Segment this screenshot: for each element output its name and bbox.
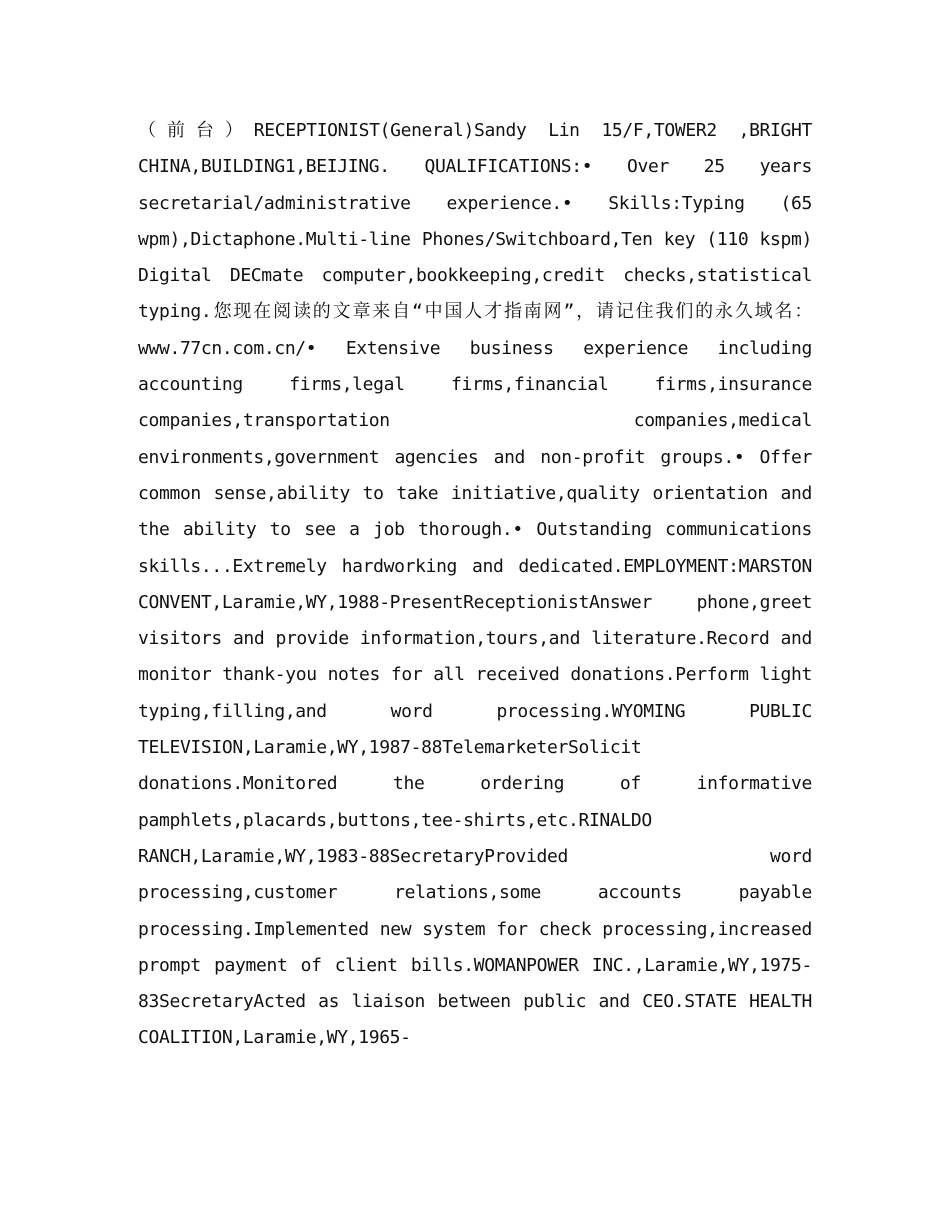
resume-body-text: （前台）RECEPTIONIST(General)Sandy Lin 15/F,TOWER2 ,BRIGHT CHINA,BUILDING1,BEIJING. QUALIFICATIONS:• Over 25 years secretarial/administrative experience.• Skills:Typing (65 wpm),Dictaphone.Multi-line Phones/Switchboard,Ten key (110 kspm) Digital DECmate computer,bookkeeping,credit checks,statistical typing.您现在阅读的文章来自“中国人才指南网”，请记住我们的永久域名：www.77cn.com.cn/• Extensive business experience including accounting firms,legal firms,financial firms,insurance companies,transportation companies,medical environments,government agencies and non-profit groups.• Offer common sense,ability to take initiative,quality orientation and the ability to see a job thorough.• Outstanding communications skills...Extremely hardworking and dedicated.EMPLOYMENT:MARSTON CONVENT,Laramie,WY,1988-PresentReceptionistAnswer phone,greet visitors and provide information,tours,and literature.Record and monitor thank-you notes for all received donations.Perform light typing,filling,and word processing.WYOMING PUBLIC TELEVISION,Laramie,WY,1987-88TelemarketerSolicit donations.Monitored the ordering of informative pamphlets,placards,buttons,tee-shirts,etc.RINALDO RANCH,Laramie,WY,1983-88SecretaryProvided word processing,customer relations,some accounts payable processing.Implemented new system for check processing,increased prompt payment of client bills.WOMANPOWER INC.,Laramie,WY,1975-83SecretaryActed as liaison between public and CEO.STATE HEALTH COALITION,Laramie,WY,1965-	[138, 120, 812, 1049]
